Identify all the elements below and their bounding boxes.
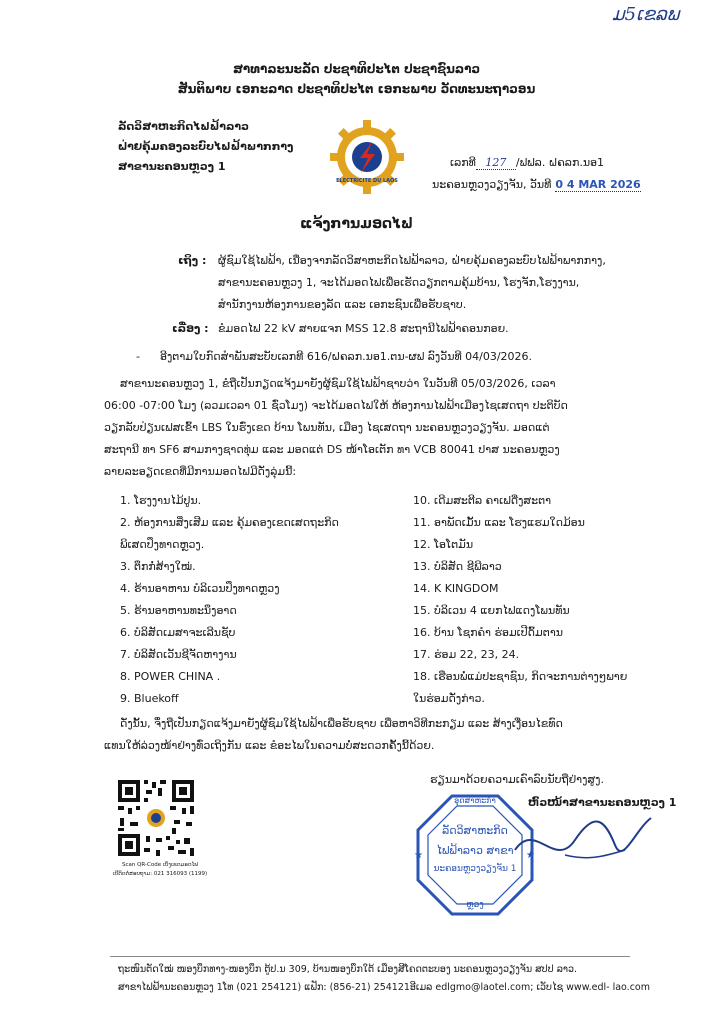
body-line-3: ວຽກລັບປ່ຽນເຟສເຂົ້າ LBS ໃນຮົ່ງເຂດ ບ້ານ ໂພນທັນ, ເມືອງ ໄຊເສດຖາ ນະຄອນຫຼວງວຽງຈັນ. ມອດແຕ່ bbox=[104, 421, 550, 434]
qr-caption-1: Scan QR-Code ເບິ່ງເຂດມອດໄຟ bbox=[121, 862, 199, 868]
footer-address: ຖະໜົນຕັດໃໝ່ ໜອງບຶກທາງ-ໜອງບຶກ ຕູ້ປ.ນ 309, ບ້ານໜອງບຶກໃຕ້ ເມືອງສີໂຄດຕະບອງ ນະຄອນຫຼວງວຽງຈັນ ສປປ ລາວ. bbox=[118, 964, 578, 975]
signature-title: ຫົວໜ້າສາຂານະຄອນຫຼວງ 1 bbox=[528, 796, 677, 809]
list-item: 4. ຮ້ານອາຫານ ບໍລິເວນປຶງທາດຫຼວງ bbox=[120, 582, 280, 595]
areas-list-left bbox=[120, 490, 400, 710]
ref-number-line bbox=[450, 156, 604, 170]
org-line-3: ສາຂານະຄອນຫຼວງ 1 bbox=[118, 160, 226, 173]
list-item: 8. POWER CHINA . bbox=[120, 670, 221, 683]
stamp-top-text: ອຸດສາຫະກຳ bbox=[454, 796, 496, 805]
reference-text: ອີງຕາມໃບກົດສຳພັນສະບັບເລກທີ 616/ຝຄລກ.ນອ1.ຕນ-ຜຟ ລົງວັນທີ 04/03/2026. bbox=[160, 350, 533, 363]
signature-scribble bbox=[505, 810, 655, 880]
stamp-line-1: ລັດວິສາຫະກິດ bbox=[442, 824, 508, 837]
issue-date: 0 4 MAR 2026 bbox=[555, 178, 641, 191]
handwritten-corner-note: ມ5ເຂລພ bbox=[612, 4, 680, 25]
ref-suffix: /ຟຟລ. ຝຄລກ.ນອ1 bbox=[515, 156, 605, 169]
footer-divider bbox=[110, 956, 630, 957]
body-line-5: ລາຍລະອຽດເຂດທີ່ມີການມອດໄຟມີດັ່ງລຸ່ມນີ້: bbox=[104, 465, 297, 478]
city-date-label: ນະຄອນຫຼວງວຽງຈັນ, ວັນທີ bbox=[432, 178, 552, 191]
to-line-3: ສຳນັກງານຫ້ອງການຂອງລັດ ແລະ ເອກະຊົນເພື່ອຮັບຊາບ. bbox=[218, 298, 467, 311]
list-item: 7. ບໍລິສັດເວັນຊີຈັດຫາງານ bbox=[120, 648, 237, 661]
national-motto: ສັນຕິພາບ ເອກະລາດ ປະຊາທິປະໄຕ ເອກະພາບ ວັດທະນະຖາວອນ bbox=[177, 82, 536, 96]
list-item: 14. K KINGDOM bbox=[413, 582, 499, 595]
list-item: 16. ບ້ານ ໂຊກຄຳ ຮ່ອມເປີດົ້ມຕານ bbox=[413, 626, 563, 639]
list-item: 17. ຮ່ອມ 22, 23, 24. bbox=[413, 648, 520, 661]
subject-text: ຂໍມອດໄຟ 22 kV ສາຍແຈກ MSS 12.8 ສະຖານີໄຟຟ້າຄອນກອຍ. bbox=[218, 322, 509, 335]
org-line-2: ຝ່າຍຄຸ້ມຄອງລະບົບໄຟຟ້າພາກກາງ bbox=[118, 140, 294, 153]
list-item: 6. ບໍລິສັດເມສາຈະເລີນຊັບ bbox=[120, 626, 236, 639]
subject-label: ເລື່ອງ : bbox=[172, 322, 209, 335]
reference-bullet: - bbox=[136, 350, 140, 363]
areas-list-right bbox=[413, 490, 683, 710]
footer-contact: ສາຂາໄຟຟ້ານະຄອນຫຼວງ 1ໂທ (021 254121) ແຟັກ: (856-21) 254121ອີເມລ edlgmo@laotel.com; ເວັບໄຊ www.edl- lao.com bbox=[118, 982, 650, 993]
list-item: 11. ອາພັດເມັ້ນ ແລະ ໂຮງແຮມໃດມ້ອນ bbox=[413, 516, 585, 529]
svg-text:★: ★ bbox=[526, 850, 535, 861]
org-line-1: ລັດວິສາຫະກິດໄຟຟ້າລາວ bbox=[118, 120, 249, 133]
list-item: 2. ຫ້ອງການສິ່ງເສີມ ແລະ ຄຸ້ມຄອງເຂດເສດຖະກິດ bbox=[120, 516, 339, 529]
list-item: 10. ເດີມສະຕີລ ຄາເຟດີ່ງສະຕາ bbox=[413, 494, 552, 507]
ref-number: 127 bbox=[476, 156, 516, 170]
list-item: 18. ເຮືອນພໍ່ແມ່ປະຊາຊົນ, ກິດຈະການຕ່າງໆພາຍ bbox=[413, 670, 628, 683]
stamp-bottom-text: ຫຼວງ bbox=[466, 900, 484, 910]
body-line-4: ສະຖານີ ທາ SF6 ສາມກາງຊາດທຸ່ມ ແລະ ມອດແຕ່ DS ໜ້າໂອເຕັກ ທາ VCB 80041 ປາສ ນະຄອນຫຼວງ bbox=[104, 443, 560, 456]
document-title: ແຈ້ງການມອດໄຟ bbox=[300, 216, 413, 232]
list-item: 9. Bluekoff bbox=[120, 692, 179, 705]
list-item: 13. ບໍລິສັດ ຊີພີລາວ bbox=[413, 560, 502, 573]
date-line bbox=[432, 178, 641, 192]
list-item: 5. ຮ້ານອາຫານທະນຶງອາດ bbox=[120, 604, 237, 617]
to-label: ເຖິງ : bbox=[178, 254, 207, 267]
stamp-line-3: ນະຄອນຫຼວງວຽງຈັນ 1 bbox=[433, 864, 517, 874]
logo-text: ELECTRICITE DU LAOS bbox=[336, 178, 398, 184]
body-line-2: 06:00 -07:00 ໂມງ (ລວມເວລາ 01 ຊົ່ວໂມງ) ຈະໄດ້ມອດໄຟໃຫ້ ຫ້ອງການໄຟຟ້າເມືອງໄຊເສດຖາ ປະຕິບັດ bbox=[104, 399, 568, 412]
to-line-1: ຜູ້ຊົມໃຊ້ໄຟຟ້າ, ເນື່ອງຈາກລັດວິສາຫະກິດໄຟຟ້າລາວ, ຝ່າຍຄຸ້ມຄອງລະບົບໄຟຟ້າພາກກາງ, bbox=[218, 254, 606, 267]
list-item: 12. ໂອໂຕມັນ bbox=[413, 538, 474, 551]
list-item: ພິເສດປຶງທາດຫຼວງ. bbox=[120, 538, 205, 551]
body-line-1: ສາຂານະຄອນຫຼວງ 1, ຂໍຖືເປັນກຽດແຈ້ງມາຍັງຜູ້ຊົມໃຊ້ໄຟຟ້າຊາບວ່າ ໃນວັນທີ 05/03/2026, ເວລາ bbox=[120, 377, 556, 390]
closing-line-3: ຮຽນມາດ້ວຍຄວາມເຄົາລົບນັບຖືຢ່າງສູງ. bbox=[430, 773, 604, 786]
to-line-2: ສາຂານະຄອນຫຼວງ 1, ຈະໄດ້ມອດໄຟເພື່ອເຮັດວຽກຕາມຄຸ້ມບ້ານ, ໂຮງຈັກ,ໂຮງງານ, bbox=[218, 276, 580, 289]
national-title: ສາທາລະນະລັດ ປະຊາທິປະໄຕ ປະຊາຊົນລາວ bbox=[232, 62, 481, 76]
closing-line-1: ດັ່ງນັ້ນ, ຈຶ່ງຖືເປັນກຽດແຈ້ງມາຍັງຜູ້ຊົມໃຊ້ໄຟຟ້າເພື່ອຮັບຊາບ ເພື່ອຫາວິທີກະກຽມ ແລະ ສ້າງເງື່ອນໄຂທົດ bbox=[120, 717, 563, 730]
list-item: 3. ຕຶກກໍ່ສ້າງໃໝ່. bbox=[120, 560, 196, 573]
svg-text:★: ★ bbox=[414, 850, 423, 861]
qr-code[interactable] bbox=[116, 778, 196, 858]
list-item: ໃນຮ່ອມດັ່ງກ່າວ. bbox=[413, 692, 485, 705]
ref-prefix: ເລກທີ bbox=[450, 156, 476, 169]
list-item: 15. ບໍລິເວນ 4 ແຍກໄຟແດງໂພນທັນ bbox=[413, 604, 570, 617]
closing-line-2: ແທນໃຫ້ລ່ວງໜ້າຢ່າງທົ່ວເຖິງກັນ ແລະ ຂໍອະໄພໃນຄວາມບໍ່ສະດວກຄັ້ງນີ້ດ້ວຍ. bbox=[104, 739, 435, 752]
edl-logo bbox=[328, 118, 406, 196]
list-item: 1. ໂຮງງານໄມ້ປູນ. bbox=[120, 494, 202, 507]
stamp-line-2: ໄຟຟ້າລາວ ສາຂາ bbox=[436, 844, 514, 857]
qr-caption-2: ເບີຕິດຕໍ່ສອບຖາມ: 021 316093 (1199) bbox=[112, 871, 208, 877]
